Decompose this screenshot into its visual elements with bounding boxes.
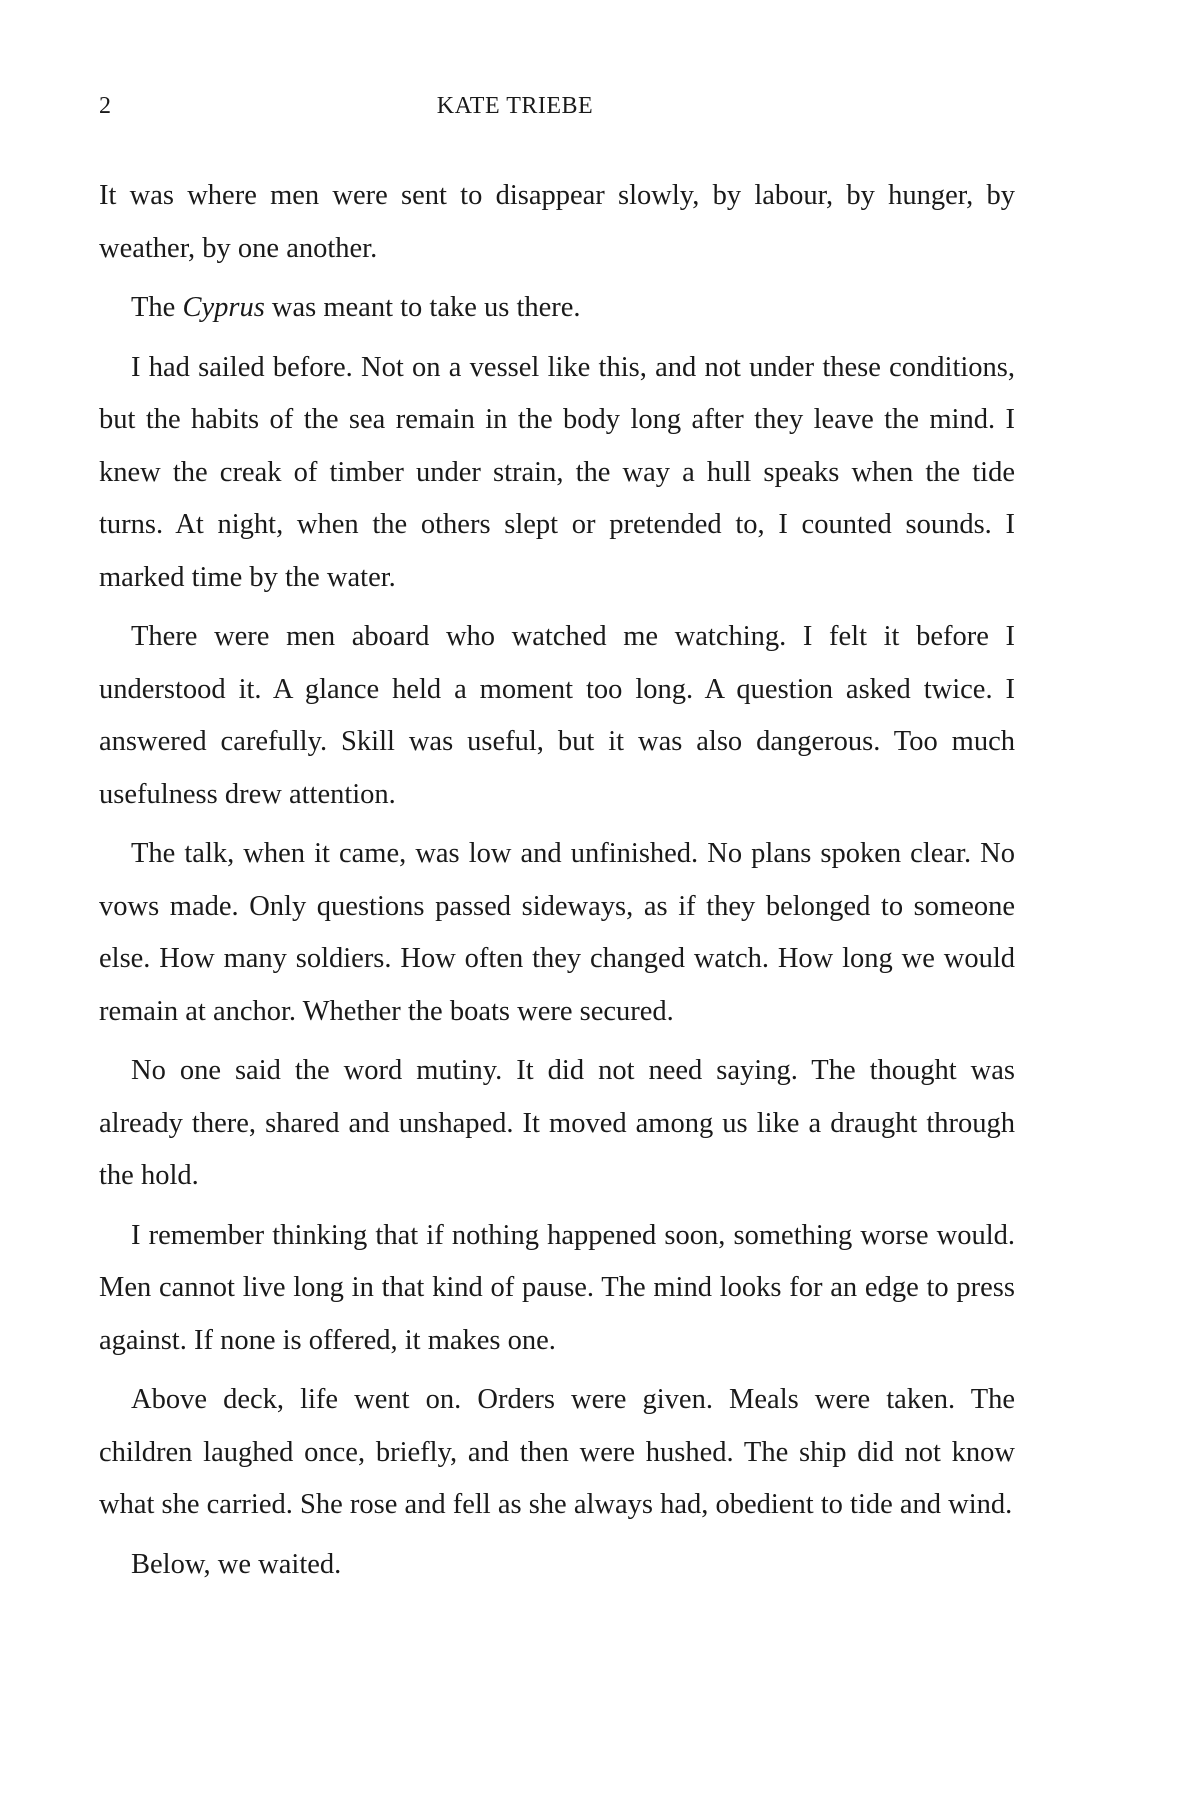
paragraph-4: There were men aboard who watched me watching. I felt it before I understood it. A glance held a moment too long. A question asked twice. I answered carefully. Skill was useful, but it was also dangerous. Too much usefulness drew attention. [99,621,1015,810]
paragraph-1: It was where men were sent to disappear slowly, by labour, by hunger, by weather, by one another. [99,180,1015,264]
paragraph-2 [99,282,1015,335]
ship-name: Cyprus [182,292,265,323]
body-text [99,170,1015,1598]
book-page [99,0,1015,1800]
paragraph-6: No one said the word mutiny. It did not need saying. The thought was already there, shared and unshaped. It moved among us like a draught through the hold. [99,1055,1015,1191]
page-number: 2 [99,93,111,119]
paragraph-2-start: The [131,292,183,323]
paragraph-2-end: was meant to take us there. [264,292,581,323]
paragraph-3: I had sailed before. Not on a vessel like this, and not under these conditions, but the habits of the sea remain in the body long after they leave the mind. I knew the creak of timber under strain, the way a hull speaks when the tide turns. At night, when the others slept or pretended to, I counted sounds. I marked time by the water. [99,351,1015,593]
running-head [99,88,1015,124]
paragraph-9: Below, we waited. [131,1548,342,1580]
paragraph-5: The talk, when it came, was low and unfinished. No plans spoken clear. No vows made. Only questions passed sideways, as if they belonged to someone else. How many soldiers. How often they changed watch. How long we would remain at anchor. Whether the boats were secured. [99,838,1015,1027]
paragraph-7: I remember thinking that if nothing happened soon, something worse would. Men cannot live long in that kind of pause. The mind looks for an edge to press against. If none is offered, it makes one. [99,1219,1015,1356]
running-title: KATE TRIEBE [436,93,594,119]
paragraph-8: Above deck, life went on. Orders were given. Meals were taken. The children laughed once, briefly, and then were hushed. The ship did not know what she carried. She rose and fell as she always had, obedient to tide and wind. [99,1384,1015,1520]
